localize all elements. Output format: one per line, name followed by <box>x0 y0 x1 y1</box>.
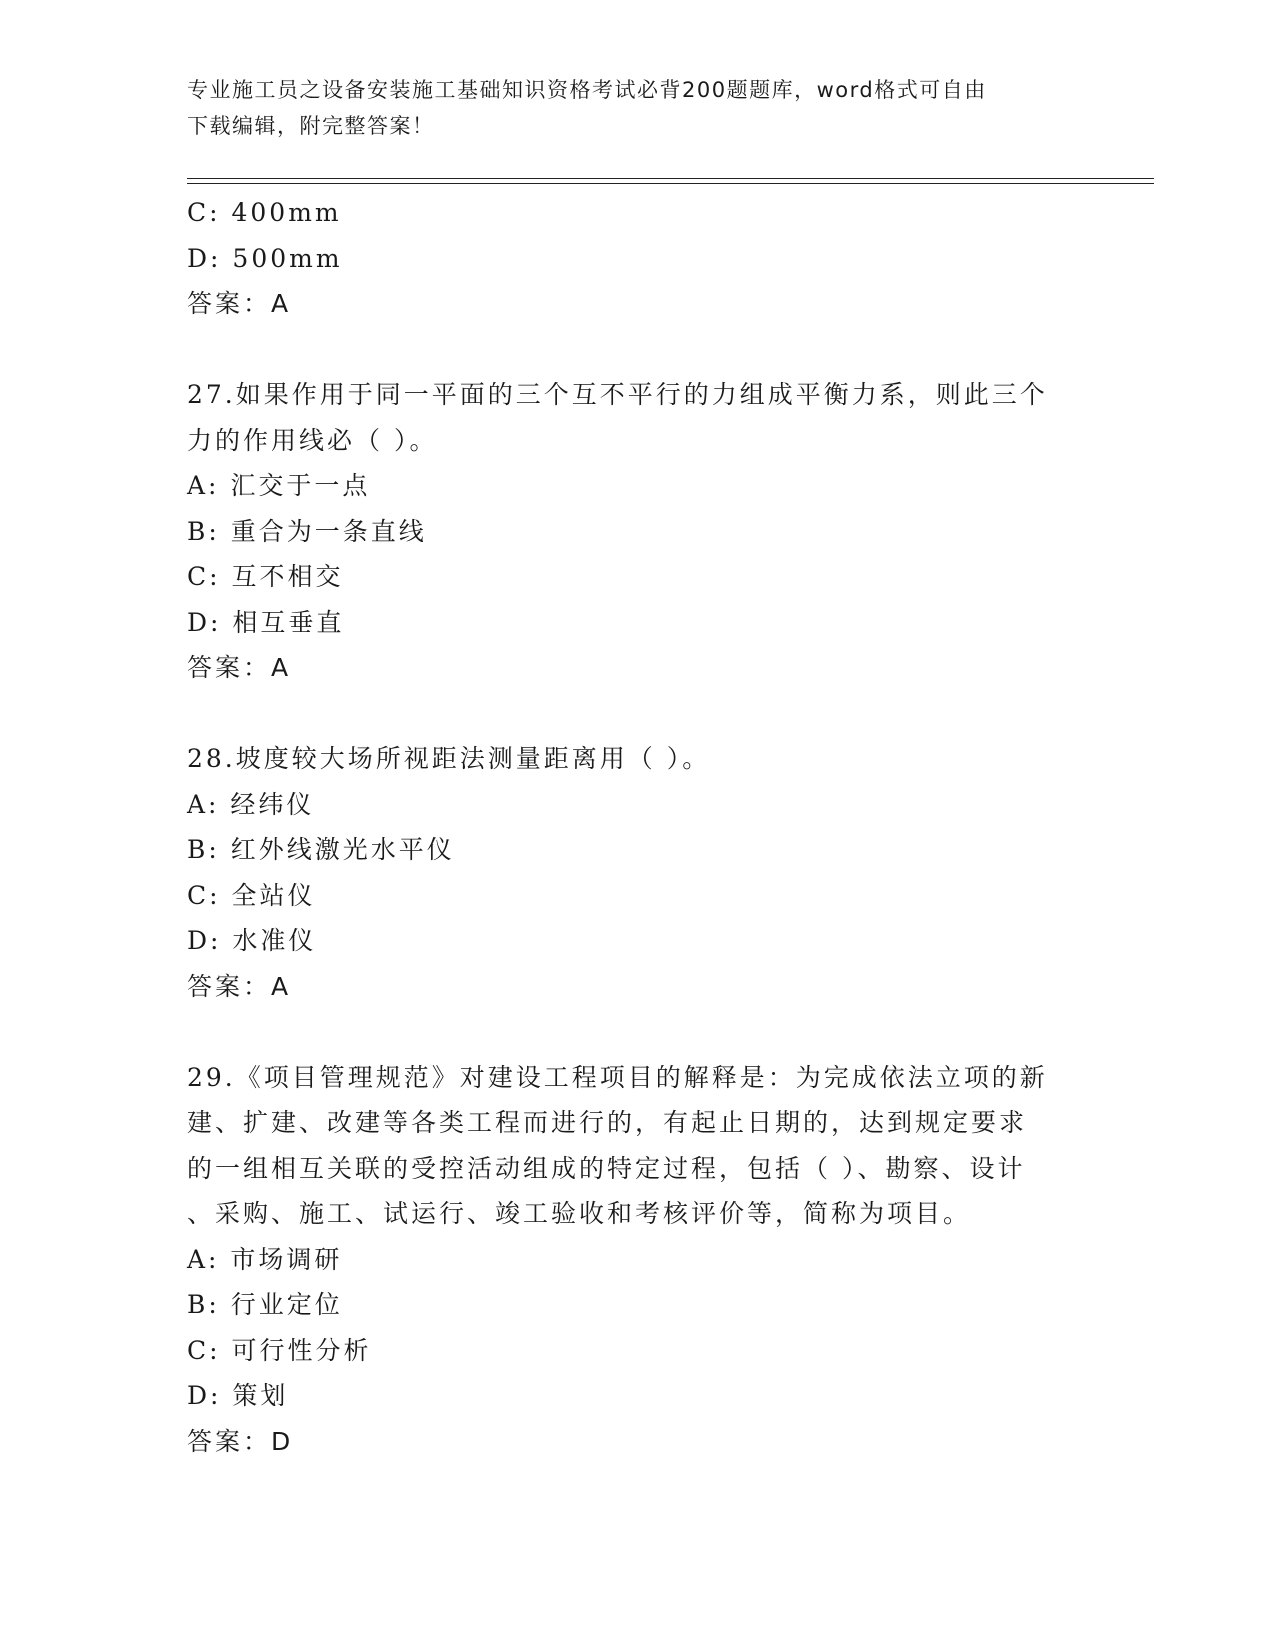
question-spacer <box>187 691 1087 737</box>
q29-stem-line3: 的一组相互关联的受控活动组成的特定过程，包括（ ）、勘察、设计 <box>187 1153 1026 1183</box>
q29-stem-line4: 、采购、施工、试运行、竣工验收和考核评价等，简称为项目。 <box>187 1199 972 1228</box>
q29-option-b: B: 行业定位 <box>187 1290 343 1319</box>
q26-option-c: C: 400mm <box>187 198 342 227</box>
q28-answer: 答案：A <box>187 971 292 1001</box>
question-spacer <box>187 1009 1087 1055</box>
q28-option-a: A: 经纬仪 <box>187 789 315 819</box>
header-title-line1: 专业施工员之设备安装施工基础知识资格考试必背200题题库，word格式可自由 <box>187 78 987 102</box>
q27-answer: 答案：A <box>187 653 292 682</box>
q28-option-c: C: 全站仪 <box>187 880 316 910</box>
q28-option-b: B: 红外线激光水平仪 <box>187 835 455 864</box>
q29-answer: 答案：D <box>187 1426 294 1456</box>
question-26-tail <box>187 190 1087 327</box>
q29-option-a: A: 市场调研 <box>187 1244 343 1274</box>
header-divider-bottom <box>187 183 1154 184</box>
q26-answer: 答案：A <box>187 289 292 318</box>
q27-option-c: C: 互不相交 <box>187 562 344 591</box>
q29-option-d: D: 策划 <box>187 1381 289 1410</box>
q27-option-d: D: 相互垂直 <box>187 607 345 637</box>
question-spacer <box>187 327 1087 373</box>
q27-stem-line2: 力的作用线必（ ）。 <box>187 425 438 455</box>
question-29 <box>187 1055 1087 1465</box>
q27-stem-line1: 27.如果作用于同一平面的三个互不平行的力组成平衡力系，则此三个 <box>187 380 1048 409</box>
q29-stem-line1: 29.《项目管理规范》对建设工程项目的解释是：为完成依法立项的新 <box>187 1062 1048 1092</box>
q27-option-b: B: 重合为一条直线 <box>187 516 427 546</box>
question-28 <box>187 736 1087 1009</box>
question-27 <box>187 372 1087 691</box>
header-divider-top <box>187 178 1154 179</box>
q26-option-d: D: 500mm <box>187 243 343 273</box>
q29-stem-line2: 建、扩建、改建等各类工程而进行的，有起止日期的，达到规定要求 <box>187 1108 1028 1137</box>
document-header <box>187 72 1087 144</box>
question-list <box>187 190 1087 1464</box>
q28-stem-line1: 28.坡度较大场所视距法测量距离用（ ）。 <box>187 744 711 773</box>
q29-option-c: C: 可行性分析 <box>187 1335 372 1365</box>
q28-option-d: D: 水准仪 <box>187 926 317 955</box>
header-title-line2: 下载编辑，附完整答案！ <box>187 114 435 138</box>
q27-option-a: A: 汇交于一点 <box>187 471 371 500</box>
